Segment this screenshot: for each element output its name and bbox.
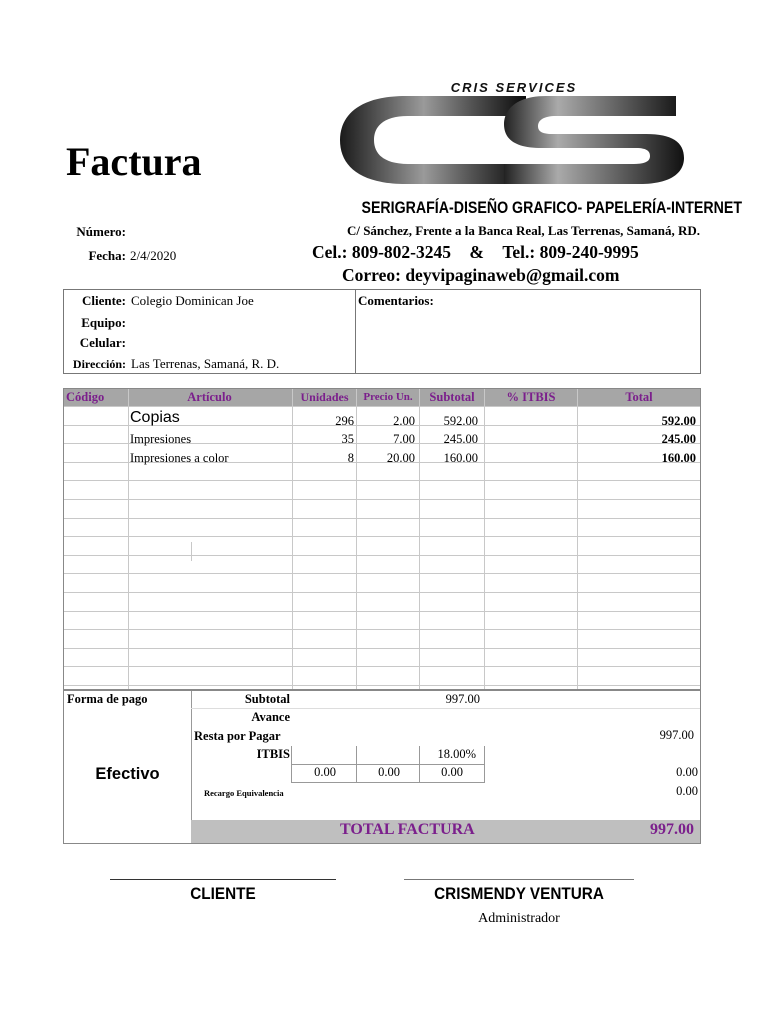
row2-articulo: Impresiones bbox=[130, 432, 192, 446]
header-itbis: % ITBIS bbox=[506, 390, 556, 404]
row2-precio: 7.00 bbox=[393, 432, 415, 446]
itbis-pct: 18.00% bbox=[437, 747, 476, 761]
date-value: 2/4/2020 bbox=[130, 248, 177, 263]
header-total: Total bbox=[625, 390, 653, 404]
subtotal-value: 997.00 bbox=[445, 692, 480, 706]
header-codigo: Código bbox=[66, 390, 105, 404]
recargo-label: Recargo Equivalencia bbox=[204, 788, 284, 798]
itbis-label: ITBIS bbox=[256, 747, 290, 761]
row1-articulo: Copias bbox=[130, 409, 180, 426]
company-tagline: SERIGRAFÍA-DISEÑO GRAFICO- PAPELERÍA-INTERNET bbox=[361, 199, 743, 217]
resta-label: Resta por Pagar bbox=[194, 729, 281, 743]
header-subtotal: Subtotal bbox=[429, 390, 475, 404]
table-row-divider bbox=[64, 555, 700, 556]
row3-unidades: 8 bbox=[347, 451, 354, 465]
cliente-value: Colegio Dominican Joe bbox=[131, 293, 254, 308]
comentarios-label: Comentarios: bbox=[358, 293, 434, 308]
row1-total: 592.00 bbox=[661, 414, 696, 428]
itbis-b: 0.00 bbox=[378, 765, 400, 779]
cliente-signature-label: CLIENTE bbox=[190, 884, 256, 903]
table-row-divider bbox=[64, 648, 700, 649]
number-label: Número: bbox=[76, 224, 126, 239]
cs-logo-graphic bbox=[336, 80, 692, 200]
table-row-divider bbox=[64, 536, 700, 537]
itbis-c: 0.00 bbox=[441, 765, 463, 779]
avance-label: Avance bbox=[251, 710, 290, 724]
table-row-divider bbox=[64, 611, 700, 612]
table-stray-divider bbox=[191, 542, 192, 561]
client-divider bbox=[355, 289, 356, 374]
celular-label: Celular: bbox=[79, 335, 126, 350]
company-email: Correo: deyvipaginaweb@gmail.com bbox=[342, 265, 620, 285]
phone-separator: & bbox=[469, 242, 484, 262]
cliente-label: Cliente: bbox=[81, 293, 126, 308]
itbis-a: 0.00 bbox=[314, 765, 336, 779]
itbis-hline-bottom bbox=[291, 782, 485, 783]
total-factura-label: TOTAL FACTURA bbox=[340, 821, 475, 838]
recargo-value: 0.00 bbox=[676, 784, 698, 798]
items-table bbox=[63, 388, 701, 690]
row1-unidades: 296 bbox=[335, 414, 354, 428]
row1-precio: 2.00 bbox=[393, 414, 415, 428]
equipo-label: Equipo: bbox=[81, 315, 126, 330]
row3-subtotal: 160.00 bbox=[443, 451, 478, 465]
row1-subtotal: 592.00 bbox=[443, 414, 478, 428]
table-row-divider bbox=[64, 480, 700, 481]
resta-value: 997.00 bbox=[659, 728, 694, 742]
row2-unidades: 35 bbox=[341, 432, 354, 446]
company-brand: CRIS SERVICES bbox=[450, 80, 578, 95]
forma-pago-value: Efectivo bbox=[95, 765, 160, 783]
admin-role: Administrador bbox=[478, 911, 560, 926]
subtotal-line bbox=[191, 708, 700, 709]
table-column-divider bbox=[484, 389, 485, 689]
page-title: Factura bbox=[66, 139, 202, 184]
company-phones bbox=[312, 242, 639, 263]
header-precio: Precio Un. bbox=[363, 391, 413, 403]
total-factura-value: 997.00 bbox=[650, 821, 694, 838]
table-row-divider bbox=[64, 573, 700, 574]
table-row-divider bbox=[64, 499, 700, 500]
totals-section bbox=[63, 690, 701, 844]
cliente-signature-line bbox=[110, 879, 336, 880]
subtotal-label: Subtotal bbox=[244, 692, 290, 706]
forma-pago-label: Forma de pago bbox=[67, 692, 148, 706]
table-row-divider bbox=[64, 592, 700, 593]
admin-signature-name: CRISMENDY VENTURA bbox=[434, 884, 604, 903]
itbis-total: 0.00 bbox=[676, 765, 698, 779]
row3-articulo: Impresiones a color bbox=[130, 451, 229, 465]
table-row-divider bbox=[64, 685, 700, 686]
company-logo bbox=[336, 80, 692, 200]
phone-cel: Cel.: 809-802-3245 bbox=[312, 242, 452, 262]
date-label: Fecha: bbox=[88, 248, 126, 263]
table-column-divider bbox=[128, 389, 129, 689]
row3-precio: 20.00 bbox=[386, 451, 415, 465]
header-articulo: Artículo bbox=[187, 390, 232, 404]
admin-signature-line bbox=[404, 879, 634, 880]
company-address: C/ Sánchez, Frente a la Banca Real, Las Terrenas, Samaná, RD. bbox=[346, 223, 700, 238]
table-row-divider bbox=[64, 406, 700, 407]
direccion-label: Dirección: bbox=[72, 357, 126, 371]
direccion-value: Las Terrenas, Samaná, R. D. bbox=[131, 356, 280, 371]
table-row-divider bbox=[64, 629, 700, 630]
phone-tel: Tel.: 809-240-9995 bbox=[502, 242, 639, 262]
table-row-divider bbox=[64, 518, 700, 519]
row2-subtotal: 245.00 bbox=[443, 432, 478, 446]
header-unidades: Unidades bbox=[300, 390, 349, 404]
table-row-divider bbox=[64, 666, 700, 667]
row2-total: 245.00 bbox=[661, 432, 696, 446]
row3-total: 160.00 bbox=[661, 451, 696, 465]
